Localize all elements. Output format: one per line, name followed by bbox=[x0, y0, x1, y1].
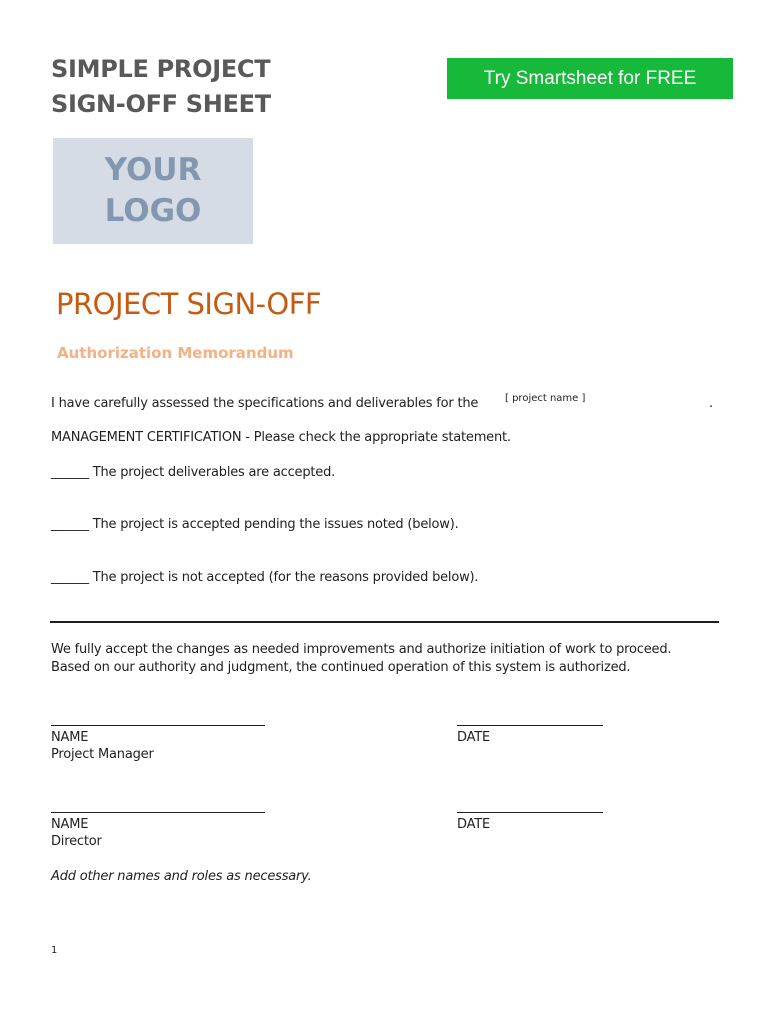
logo-text-line-2: LOGO bbox=[104, 193, 202, 229]
signature-line-date[interactable] bbox=[457, 725, 603, 726]
section-divider bbox=[50, 621, 719, 623]
role-label: Director bbox=[51, 834, 102, 849]
date-label: DATE bbox=[457, 730, 491, 745]
page-number: 1 bbox=[51, 945, 58, 956]
project-name-field[interactable]: [ project name ] bbox=[505, 393, 586, 404]
assessment-statement: I have carefully assessed the specifications and deliverables for the bbox=[51, 396, 479, 411]
document-title bbox=[51, 52, 351, 122]
name-label: NAME bbox=[51, 730, 89, 745]
authorization-line-2: Based on our authority and judgment, the continued operation of this system is authorized. bbox=[51, 660, 631, 675]
name-label: NAME bbox=[51, 817, 89, 832]
certification-heading: MANAGEMENT CERTIFICATION - Please check the appropriate statement. bbox=[51, 430, 511, 445]
logo-placeholder bbox=[53, 138, 253, 244]
signature-line-date[interactable] bbox=[457, 812, 603, 813]
document-title-line-2: SIGN-OFF SHEET bbox=[51, 90, 271, 118]
additional-roles-note: Add other names and roles as necessary. bbox=[51, 869, 312, 884]
signature-line-name[interactable] bbox=[51, 725, 265, 726]
authorization-line-1: We fully accept the changes as needed improvements and authorize initiation of work to proceed. bbox=[51, 642, 672, 657]
try-smartsheet-button[interactable]: Try Smartsheet for FREE bbox=[447, 58, 733, 99]
section-title: PROJECT SIGN-OFF bbox=[56, 287, 322, 321]
option-accepted[interactable]: ______ The project deliverables are accepted. bbox=[51, 465, 336, 480]
statement-period: . bbox=[709, 396, 714, 411]
option-not-accepted[interactable]: ______ The project is not accepted (for the reasons provided below). bbox=[51, 570, 479, 585]
logo-text-line-1: YOUR bbox=[104, 152, 202, 188]
document-title-line-1: SIMPLE PROJECT bbox=[51, 55, 271, 83]
date-label: DATE bbox=[457, 817, 491, 832]
role-label: Project Manager bbox=[51, 747, 154, 762]
option-accepted-pending[interactable]: ______ The project is accepted pending the issues noted (below). bbox=[51, 517, 459, 532]
signature-line-name[interactable] bbox=[51, 812, 265, 813]
section-subtitle: Authorization Memorandum bbox=[57, 344, 294, 362]
